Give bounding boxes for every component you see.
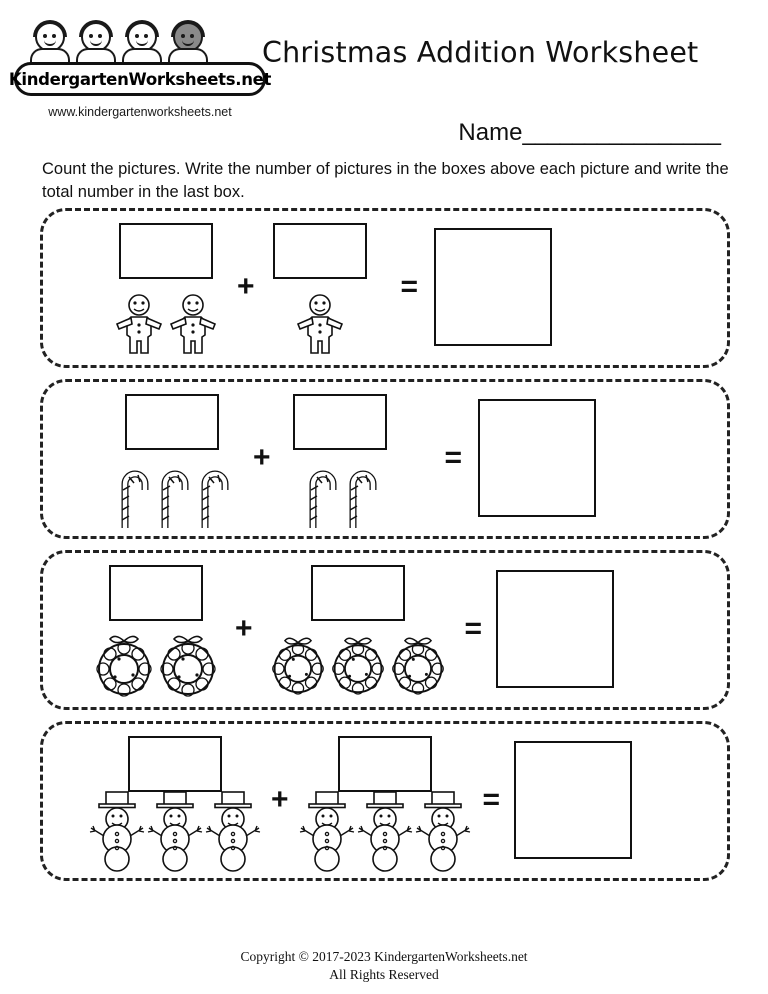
problem-2-right-term [293, 394, 387, 530]
page-footer [0, 948, 768, 984]
kids-illustration [28, 20, 244, 64]
answer-box-left[interactable] [125, 394, 219, 450]
wreath-icon [157, 629, 219, 701]
instructions-text: Count the pictures. Write the number of pictures in the boxes above each picture and write the total number in the last box. [42, 160, 729, 202]
candy-cane-icon [341, 458, 379, 530]
answer-box-total[interactable] [434, 228, 552, 346]
candy-cane-icon [301, 458, 339, 530]
page-title: Christmas Addition Worksheet [262, 36, 699, 69]
answer-box-right[interactable] [311, 565, 405, 621]
table-row [40, 550, 730, 710]
equals-sign: = [444, 441, 463, 474]
answer-box-total[interactable] [478, 399, 596, 517]
copyright-text: Copyright © 2017-2023 KindergartenWorksheets.net [240, 948, 528, 964]
table-row [40, 721, 730, 881]
problem-3-right-term [269, 565, 447, 701]
answer-box-left[interactable] [128, 736, 222, 792]
wreath-icon [329, 629, 387, 701]
answer-box-total[interactable] [496, 570, 614, 688]
plus-sign: + [235, 612, 253, 645]
problem-4-right-term [299, 736, 471, 872]
problem-1-left-term [113, 223, 219, 359]
picture-group-left [113, 458, 231, 530]
logo-banner [8, 62, 272, 96]
candy-cane-icon [193, 458, 231, 530]
wreath-icon [389, 629, 447, 701]
answer-box-right[interactable] [338, 736, 432, 792]
name-label: Name [458, 119, 523, 146]
snowman-icon [357, 788, 413, 872]
table-row [40, 208, 730, 368]
picture-group-right [294, 287, 346, 359]
wreath-icon [269, 629, 327, 701]
kid-icon [166, 20, 210, 64]
rights-text: All Rights Reserved [329, 966, 439, 982]
snowman-icon [415, 788, 471, 872]
candy-cane-icon [113, 458, 151, 530]
equals-sign: = [482, 783, 501, 816]
picture-group-right [269, 629, 447, 701]
picture-group-left [93, 629, 219, 701]
problem-4-left-term [89, 736, 261, 872]
plus-sign: + [237, 270, 255, 303]
kid-icon [120, 20, 164, 64]
gingerbread-man-icon [294, 291, 346, 359]
answer-box-left[interactable] [109, 565, 203, 621]
picture-group-left [89, 800, 261, 872]
picture-group-left [113, 287, 219, 359]
problem-1-right-term [273, 223, 367, 359]
snowman-icon [205, 788, 261, 872]
problem-3-left-term [93, 565, 219, 701]
equals-sign: = [464, 612, 483, 645]
wreath-icon [93, 629, 155, 701]
logo-text: KindergartenWorksheets.net [8, 69, 272, 89]
answer-box-total[interactable] [514, 741, 632, 859]
answer-box-right[interactable] [273, 223, 367, 279]
gingerbread-man-icon [167, 291, 219, 359]
snowman-icon [147, 788, 203, 872]
page-header [0, 14, 768, 154]
answer-box-left[interactable] [119, 223, 213, 279]
name-field-label [458, 119, 720, 147]
picture-group-right [301, 458, 379, 530]
problem-2-left-term [113, 394, 231, 530]
picture-group-right [299, 800, 471, 872]
problem-list [40, 208, 730, 892]
gingerbread-man-icon [113, 291, 165, 359]
kid-icon [28, 20, 72, 64]
snowman-icon [299, 788, 355, 872]
snowman-icon [89, 788, 145, 872]
plus-sign: + [253, 441, 271, 474]
site-logo[interactable] [8, 20, 272, 119]
answer-box-right[interactable] [293, 394, 387, 450]
equals-sign: = [400, 270, 419, 303]
name-blank[interactable]: ________________ [522, 119, 720, 146]
kid-icon [74, 20, 118, 64]
logo-url: www.kindergartenworksheets.net [48, 105, 232, 119]
candy-cane-icon [153, 458, 191, 530]
plus-sign: + [271, 783, 289, 816]
table-row [40, 379, 730, 539]
